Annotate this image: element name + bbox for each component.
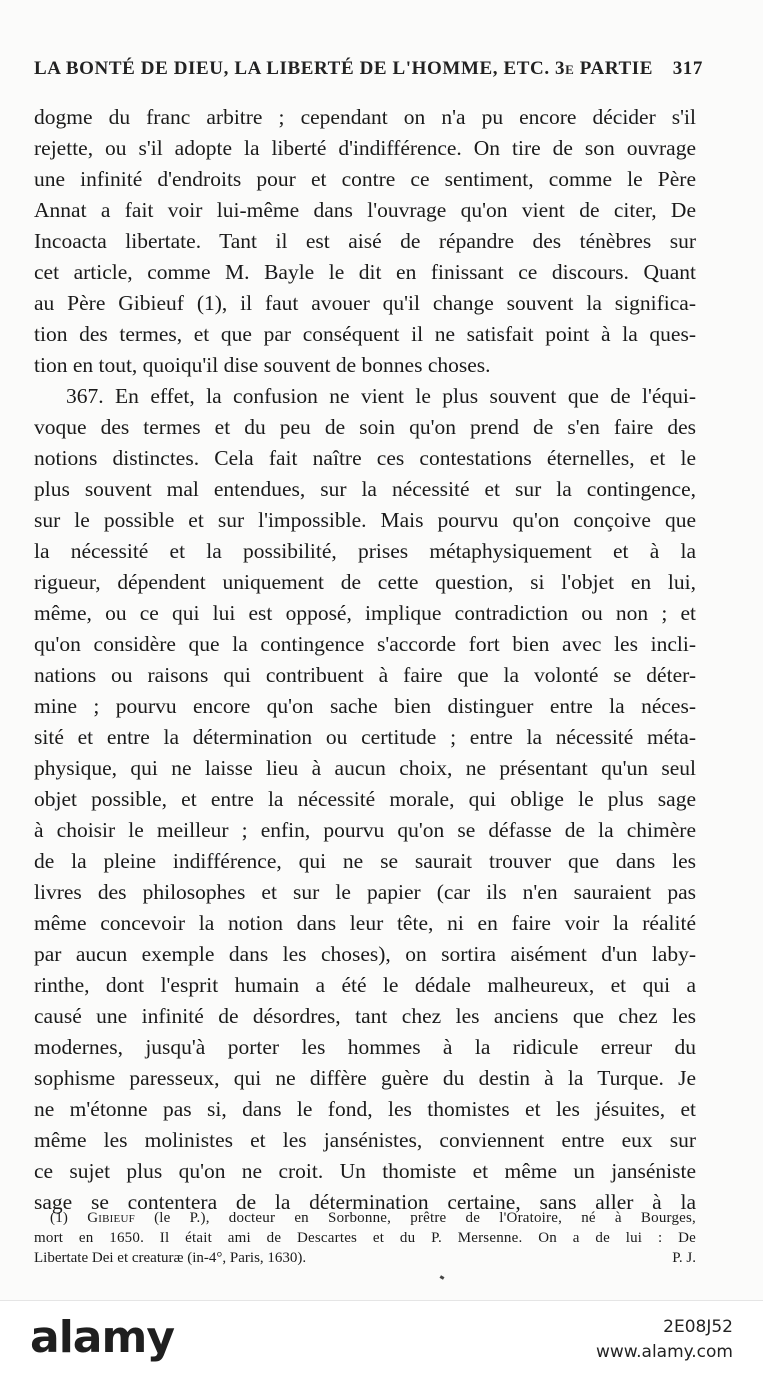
- text-line: notions distinctes. Cela fait naître ces contestations éternelles, et le: [34, 446, 696, 470]
- text-line: plus souvent mal entendues, sur la nécessité et sur la contingence,: [34, 477, 696, 501]
- text-line: tion en tout, quoiqu'il dise souvent de bonnes choses.: [34, 353, 491, 377]
- footnote-line: [34, 1208, 696, 1228]
- text-line: qu'on considère que la contingence s'accorde fort bien avec les incli-: [34, 632, 696, 656]
- text-line: ne m'étonne pas si, dans le fond, les thomistes et les jésuites, et: [34, 1097, 696, 1121]
- text-line: tion des termes, et que par conséquent il ne satisfait point à la ques-: [34, 322, 696, 346]
- text-line: même, ou ce qui lui est opposé, implique contradiction ou non ; et: [34, 601, 696, 625]
- text-line: modernes, jusqu'à porter les hommes à la ridicule erreur du: [34, 1035, 696, 1059]
- text-line: objet possible, et entre la nécessité morale, qui oblige le plus sage: [34, 787, 696, 811]
- body-text: [34, 102, 696, 1218]
- text-line: cet article, comme M. Bayle le dit en finissant ce discours. Quant: [34, 260, 696, 284]
- text-line: mine ; pourvu encore qu'on sache bien distinguer entre la néces-: [34, 694, 696, 718]
- text-line: dogme du franc arbitre ; cependant on n'a pu encore décider s'il: [34, 105, 696, 129]
- text-line: de la pleine indifférence, qui ne se saurait trouver que dans les: [34, 849, 696, 873]
- watermark-image-id: 2E08J52: [663, 1317, 733, 1337]
- footnote-line: Libertate Dei et creaturæ (in-4°, Paris, 1630).: [34, 1250, 307, 1266]
- text-line: au Père Gibieuf (1), il faut avouer qu'il change souvent la significa-: [34, 291, 696, 315]
- text-line: sophisme paresseux, qui ne diffère guère du destin à la Turque. Je: [34, 1066, 696, 1090]
- text-line: causé une infinité de désordres, tant chez les anciens que chez les: [34, 1004, 696, 1028]
- ink-speck: [440, 1275, 445, 1280]
- text-line: voque des termes et du peu de soin qu'on prend de s'en faire des: [34, 415, 696, 439]
- text-line: rigueur, dépendent uniquement de cette question, si l'objet en lui,: [34, 570, 696, 594]
- text-line: Annat a fait voir lui-même dans l'ouvrage qu'on vient de citer, De: [34, 198, 696, 222]
- page-number: 317: [672, 58, 703, 79]
- text-line: nations ou raisons qui contribuent à faire que la volonté se déter-: [34, 663, 696, 687]
- running-head-title: LA BONTÉ DE DIEU, LA LIBERTÉ DE L'HOMME, ETC. 3e PARTIE: [34, 58, 654, 79]
- text-line: sité et entre la détermination ou certitude ; entre la nécessité méta-: [34, 725, 696, 749]
- paragraph-start-line: 367. En effet, la confusion ne vient le plus souvent que de l'équi-: [66, 384, 696, 408]
- text-line: ce sujet plus qu'on ne croit. Un thomiste et même un janséniste: [34, 1159, 696, 1183]
- footnote-text: (le P.), docteur en Sorbonne, prêtre de l'Oratoire, né à Bourges,: [154, 1210, 696, 1226]
- text-line: la nécessité et la possibilité, prises métaphysiquement et à la: [34, 539, 696, 563]
- text-line: livres des philosophes et sur le papier (car ils n'en sauraient pas: [34, 880, 696, 904]
- text-line: physique, qui ne laisse lieu à aucun choix, ne présentant qu'un seul: [34, 756, 696, 780]
- text-line: à choisir le meilleur ; enfin, pourvu qu'on se défasse de la chimère: [34, 818, 696, 842]
- footnote-mark: (1): [50, 1210, 69, 1226]
- text-line: rinthe, dont l'esprit humain a été le dédale malheureux, et qui a: [34, 973, 696, 997]
- running-head: [34, 58, 703, 80]
- footnote: [34, 1208, 696, 1268]
- watermark-url: www.alamy.com: [595, 1342, 733, 1362]
- text-line: même les molinistes et les jansénistes, conviennent entre eux sur: [34, 1128, 696, 1152]
- text-line: sage se contentera de la détermination certaine, sans aller à la: [34, 1190, 696, 1214]
- text-line: une infinité d'endroits pour et contre ce sentiment, comme le Père: [34, 167, 696, 191]
- watermark-logo: alamy: [30, 1312, 174, 1363]
- footnote-author: Gibieuf: [87, 1210, 135, 1226]
- text-line: même concevoir la notion dans leur tête, ni en faire voir la réalité: [34, 911, 696, 935]
- text-line: sur le possible et sur l'impossible. Mais pourvu qu'on conçoive que: [34, 508, 696, 532]
- footnote-last-line: [34, 1248, 696, 1268]
- text-line: par aucun exemple dans les choses), on sortira aisément d'un laby-: [34, 942, 696, 966]
- footnote-signature: P. J.: [672, 1250, 696, 1266]
- text-line: Incoacta libertate. Tant il est aisé de répandre des ténèbres sur: [34, 229, 696, 253]
- text-line: rejette, ou s'il adopte la liberté d'indifférence. On tire de son ouvrage: [34, 136, 696, 160]
- footnote-line: mort en 1650. Il était ami de Descartes et du P. Mersenne. On a de lui : De: [34, 1230, 696, 1246]
